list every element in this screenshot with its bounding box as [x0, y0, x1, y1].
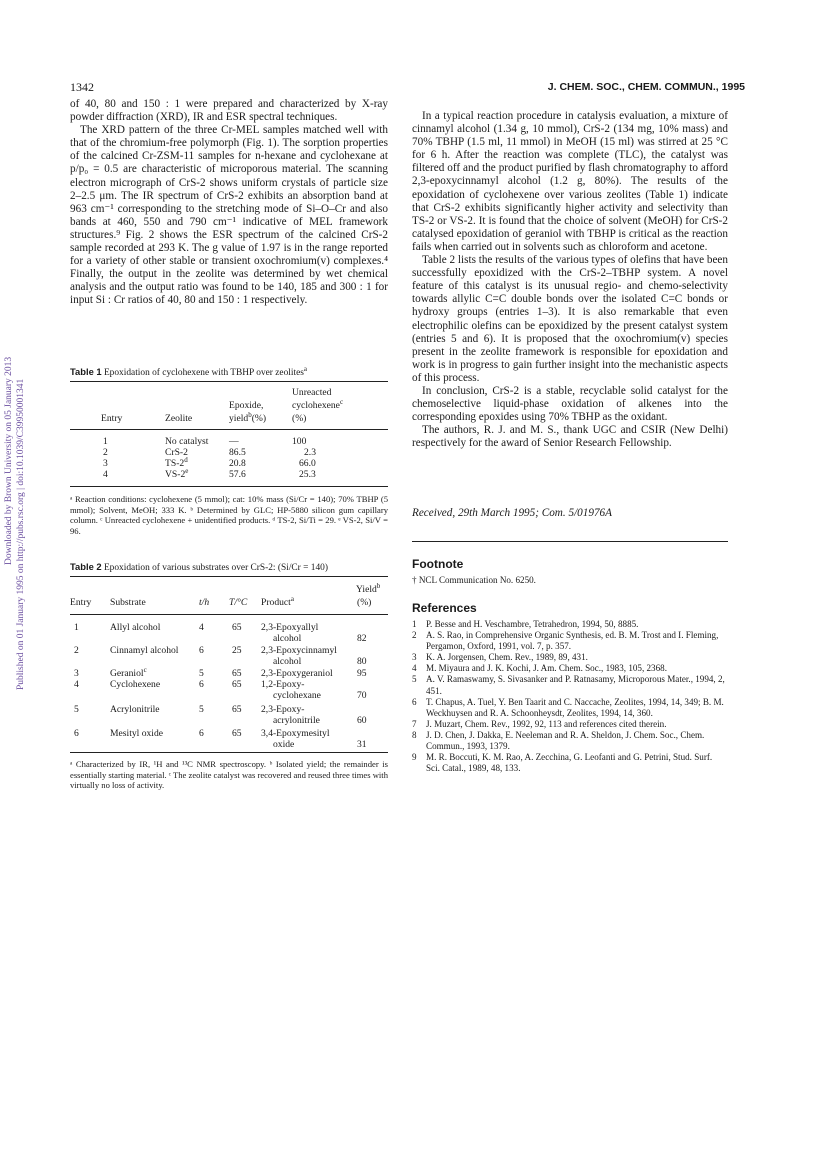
t2-row-yield: 60: [357, 715, 367, 726]
journal-header: [548, 81, 745, 93]
t2-row-temp: 65: [232, 668, 242, 679]
table1-caption: [70, 366, 388, 378]
t2-row-product: 2,3-Epoxy-: [261, 704, 305, 715]
t2-row-product-cont: alcohol: [273, 633, 302, 644]
t1-row-entry: 1: [103, 436, 108, 447]
right-column-text: [412, 110, 728, 450]
t2-head-yield-1: Yield$^b$: [356, 581, 381, 595]
reference-item: 3 K. A. Jorgensen, Chem. Rev., 1989, 89, 431.: [412, 652, 588, 663]
t2-row-yield: 82: [357, 633, 367, 644]
t2-row-product: 1,2-Epoxy-: [261, 679, 305, 690]
t2-head-yield-2: (%): [357, 597, 372, 608]
table1-mid-rule: [70, 429, 388, 430]
t2-row-yield: 95: [357, 668, 367, 679]
table2-top-rule: [70, 576, 388, 577]
t2-row-substrate: Geraniol$^c$: [110, 665, 147, 679]
t2-head-substrate: Substrate: [110, 597, 146, 608]
table2-body: [70, 622, 388, 752]
received-line: Received, 29th March 1995; Com. 5/01976A: [412, 507, 612, 519]
t1-row-unreacted: 100: [292, 436, 307, 447]
footnote-heading: Footnote: [412, 557, 464, 571]
table1-caption-mark: a: [303, 364, 308, 373]
t1-head-epoxide-1: Epoxide,: [229, 400, 264, 411]
t2-row-entry: 3: [74, 668, 79, 679]
t2-row-time: 6: [199, 728, 204, 739]
t1-row-entry: 2: [103, 447, 108, 458]
right-paragraph: In conclusion, CrS-2 is a stable, recyclable solid catalyst for the chemoselective liquid-phase oxidation of alkenes into the corresponding epoxides using 70% TBHP as the oxidant.: [412, 384, 728, 424]
t1-head-unreacted-2: cyclohexene$^c$: [292, 397, 344, 411]
table1-footnote: ᵃ Reaction conditions: cyclohexene (5 mmol); cat: 10% mass (Si/Cr = 140); 70% TBHP (5 mmol); Solvent, MeOH; 333 K. ᵇ Determined by GLC; HP-5880 silicon gum capillary column. ᶜ Unreacted cyclohexene + unidentified products. ᵈ TS-2, Si/Ti = 29. ᵉ VS-2, Si/V = 96.: [70, 494, 388, 536]
t2-row-entry: 4: [74, 679, 79, 690]
table1-caption-text: Epoxidation of cyclohexene with TBHP over zeolites: [103, 368, 304, 378]
reference-item: 1 P. Besse and H. Veschambre, Tetrahedron, 1994, 50, 8885.: [412, 619, 639, 629]
journal-title: J. CHEM. SOC., CHEM. COMMUN., 1995: [547, 81, 745, 93]
t1-head-epoxide-2: yield$^b$(%): [229, 410, 267, 424]
t2-row-time: 5: [199, 704, 204, 715]
table1-bottom-rule: [70, 486, 388, 487]
t2-row-temp: 65: [232, 622, 242, 633]
t2-row-entry: 2: [74, 645, 79, 656]
references-heading: References: [412, 601, 477, 615]
t2-head-time: t/h: [199, 597, 210, 608]
reference-item: 2 A. S. Rao, in Comprehensive Organic Synthesis, ed. B. M. Trost and I. Fleming, Pergamon, Oxford, 1991, vol. 7, p. 357.: [412, 630, 719, 652]
footnote-text: † NCL Communication No. 6250.: [412, 575, 536, 585]
table1-label: Table 1: [70, 366, 102, 377]
t2-row-entry: 1: [74, 622, 79, 633]
right-paragraph: The authors, R. J. and M. S., thank UGC and CSIR (New Delhi) respectively for the award of Senior Research Fellowship.: [412, 424, 728, 450]
t2-row-temp: 65: [232, 704, 242, 715]
t2-row-temp: 65: [232, 728, 242, 739]
table2-caption-text: Epoxidation of various substrates over CrS-2: (Si/Cr = 140): [103, 563, 328, 573]
t2-row-product-cont: oxide: [273, 739, 295, 750]
received-rule: [412, 541, 728, 542]
t2-row-product-cont: alcohol: [273, 656, 302, 667]
t1-row-unreacted: 66.0: [299, 458, 316, 469]
t2-head-entry: Entry: [70, 597, 92, 608]
table2-bottom-rule: [70, 752, 388, 753]
t2-row-substrate: Mesityl oxide: [110, 728, 164, 739]
references-list: [412, 619, 728, 774]
t2-head-product: Product$^a$: [261, 594, 294, 608]
t1-head-unreacted-3: (%): [292, 413, 307, 424]
left-paragraph: of 40, 80 and 150 : 1 were prepared and characterized by X-ray powder diffraction (XRD), IR and ESR spectral techniques.: [70, 98, 388, 124]
t1-row-zeolite: VS-2e: [165, 466, 189, 480]
t2-row-entry: 5: [74, 704, 79, 715]
t2-row-temp: 65: [232, 679, 242, 690]
t2-row-time: 5: [199, 668, 204, 679]
t2-row-product: 3,4-Epoxymesityl: [261, 728, 330, 739]
t1-row-zeolite: CrS-2: [165, 447, 188, 458]
t2-row-substrate: Allyl alcohol: [110, 622, 161, 633]
t2-row-substrate: Cyclohexene: [110, 679, 161, 690]
t1-row-yield: 20.8: [229, 458, 246, 469]
t2-row-product: 2,3-Epoxygeraniol: [261, 668, 333, 679]
t1-row-zeolite: TS-2$^d$: [165, 455, 188, 469]
t2-row-yield: 70: [357, 690, 367, 701]
t1-row-yield: 57.6: [229, 469, 246, 480]
t2-row-time: 4: [199, 622, 204, 633]
t1-row-zeolite: No catalyst: [165, 436, 209, 447]
t2-row-yield: 80: [357, 656, 367, 667]
t1-row-entry: 4: [103, 469, 108, 480]
table2-label: Table 2: [70, 561, 102, 572]
t2-head-temp: T/°C: [229, 597, 248, 608]
t1-head-unreacted-1: Unreacted: [292, 387, 332, 398]
reference-item: 5 A. V. Ramaswamy, S. Sivasanker and P. Ratnasamy, Microporous Mater., 1994, 2, 451.: [412, 674, 725, 696]
t1-row-unreacted: 2.3: [304, 447, 316, 458]
page-number: 1342: [70, 80, 94, 94]
table2-caption: [70, 561, 388, 573]
reference-item: 4 M. Miyaura and J. K. Kochi, J. Am. Chem. Soc., 1983, 105, 2368.: [412, 663, 667, 674]
left-paragraph: The XRD pattern of the three Cr-MEL samples matched well with that of the chromium-free polymorph (Fig. 1). The sorption properties of the calcined Cr-ZSM-11 samples for n-hexane and cyclohexane at p/p₀ = 0.5 are characteristic of microporous material. The scanning electron micrograph of CrS-2 shows uniform crystals of particle size 2–2.5 μm. The IR spectrum of CrS-2 exhibits an absorption band at 963 cm⁻¹ corresponding to the stretching mode of Si–O–Cr and also bands at 460, 550 and 790 cm⁻¹ indicative of MEL framework structures.⁹ Fig. 2 shows the ESR spectrum of the calcined CrS-2 sample recorded at 293 K. The g value of 1.97 is in the range reported for a variety of other stable or transient oxochromium(v) complexes.⁴ Finally, the output in the zeolite was determined by wet chemical analysis and the output ratio was found to be 140, 185 and 300 : 1 for input Si : Cr ratios of 40, 80 and 150 : 1 respectively.: [70, 124, 388, 307]
t1-head-zeolite: Zeolite: [165, 413, 193, 424]
t1-row-yield: 86.5: [229, 447, 246, 458]
t2-row-entry: 6: [74, 728, 79, 739]
table2-mid-rule: [70, 614, 388, 615]
reference-item: 8 J. D. Chen, J. Dakka, E. Neeleman and R. A. Sheldon, J. Chem. Soc., Chem. Commun., 1993, 1379.: [412, 729, 705, 752]
t2-row-time: 6: [199, 645, 204, 656]
t2-row-yield: 31: [357, 739, 367, 750]
t2-row-temp: 25: [232, 645, 242, 656]
download-notice-sidebar: [0, 0, 26, 1152]
published-notice[interactable]: Published on 01 January 1995 on http://pubs.rsc.org | doi:10.1039/C39950001341: [16, 378, 26, 690]
t2-row-product-cont: acrylonitrile: [273, 715, 320, 726]
reference-item: 9 M. R. Boccuti, K. M. Rao, A. Zecchina, G. Leofanti and G. Petrini, Stud. Surf. Sci. Catal., 1989, 48, 133.: [412, 752, 713, 774]
t1-row-entry: 3: [103, 458, 108, 469]
t1-row-yield: —: [229, 436, 239, 447]
right-paragraph: Table 2 lists the results of the various types of olefins that have been successfully epoxidized with the CrS-2–TBHP system. A novel feature of this catalyst is its unusual regio- and chemo-selectivity towards allylic C=C double bonds over the isolated C=C bonds or hydroxy groups (entries 1–3). It is also remarkable that even electrophilic olefins can be epoxidized by the present catalyst system (entries 5 and 6). It is proposed that the oxochromium(v) species present in the zeolite framework is responsible for epoxidation and work is in progress to gain further insight into the mechanistic aspects of this process.: [412, 254, 728, 384]
right-paragraph: In a typical reaction procedure in catalysis evaluation, a mixture of cinnamyl alcohol (1.34 g, 10 mmol), CrS-2 (134 mg, 10% mass) and 70% TBHP (1.5 ml, 11 mmol) in MeOH (15 ml) was stirred at 25 °C for 6 h. After the reaction was complete (TLC), the catalyst was filtered off and the product purified by flash chromatography to afford 2,3-epoxycinnamyl alcohol (1.2 g, 80%). The results of the epoxidation of cyclohexene over various zeolites (Table 1) indicate that CrS-2 exhibits significantly higher activity and selectivity than TS-2 or VS-2. It is found that the choice of solvent (MeOH) for CrS-2 catalysed epoxidation of geraniol with TBHP is critical as the reaction fails when carried out in solvents such as chloroform and acetone.: [412, 110, 728, 253]
table2-head: [70, 581, 388, 614]
reference-item: 6 T. Chapus, A. Tuel, Y. Ben Taarit and C. Naccache, Zeolites, 1994, 14, 349; B. M. Weckhuysen and R. A. Schoonheysdt, Zeolites, 1994, 14, 360.: [412, 696, 724, 718]
t2-row-time: 6: [199, 679, 204, 690]
t1-head-entry: Entry: [101, 413, 123, 424]
reference-item: 7 J. Muzart, Chem. Rev., 1992, 92, 113 and references cited therein.: [412, 718, 667, 729]
t1-row-unreacted: 25.3: [299, 469, 316, 480]
table1-top-rule: [70, 381, 388, 382]
t2-row-product: 2,3-Epoxyallyl: [261, 622, 319, 633]
t2-row-product: 2,3-Epoxycinnamyl: [261, 645, 337, 656]
t2-row-substrate: Cinnamyl alcohol: [110, 645, 179, 656]
t2-row-product-cont: cyclohexane: [273, 690, 321, 701]
t2-row-substrate: Acrylonitrile: [110, 704, 160, 715]
table2-footnote: ᵃ Characterized by IR, ¹H and ¹³C NMR spectroscopy. ᵇ Isolated yield; the remainder is essentially starting material. ᶜ The zeolite catalyst was recovered and reused three times with virtually no loss of activity.: [70, 759, 388, 791]
table1-body: [70, 436, 388, 486]
downloaded-notice: Downloaded by Brown University on 05 January 2013: [4, 356, 14, 565]
left-column-text: [70, 98, 388, 308]
